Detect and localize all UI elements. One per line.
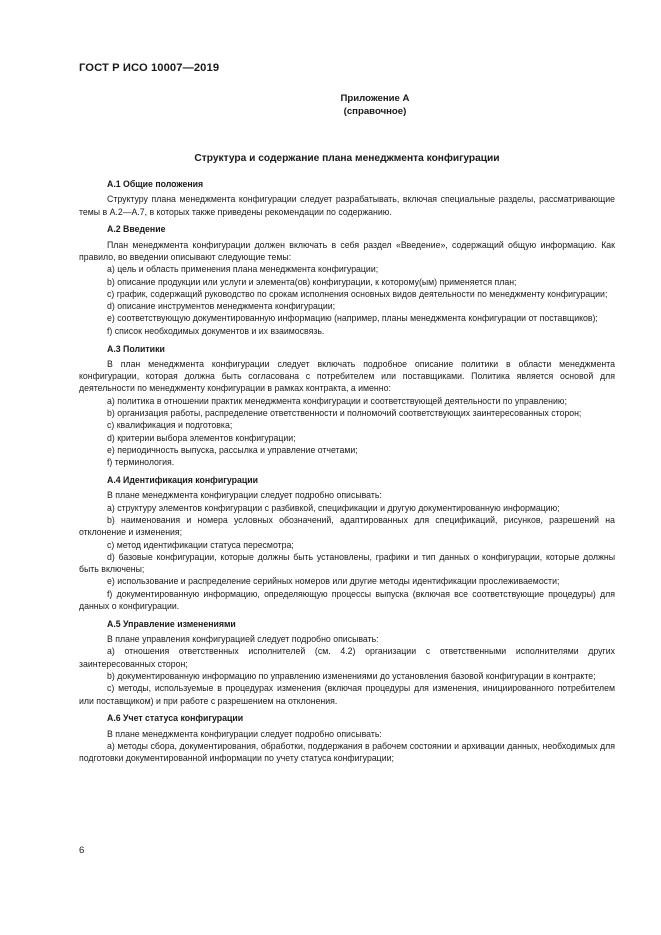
list-item: d) критерии выбора элементов конфигурации; xyxy=(107,432,296,443)
paragraph: В плане менеджмента конфигурации следует подробно описывать: xyxy=(107,728,382,739)
annex-subtitle: (справочное) xyxy=(343,106,407,117)
list-item: a) цель и область применения плана менеджмента конфигурации; xyxy=(107,264,379,275)
list-item: b) организация работы, распределение ответственности и полномочий соответствующих заинтересованных сторон; xyxy=(107,408,582,419)
list-item: f) список необходимых документов и их взаимосвязь. xyxy=(107,325,325,336)
paragraph: В план менеджмента конфигурации следует включать подробное описание политики в области менеджмента конфигурации, которая должна быть согласована с потребителем или поставщиками. Политика является основой для деятельности по менеджменту конфигурации в рамках контракта, а именно: xyxy=(79,358,615,394)
list-item: b) описание продукции или услуги и элемента(ов) конфигурации, к которому(ым) применяется план; xyxy=(107,276,517,287)
list-item: e) периодичность выпуска, рассылка и управление отчетами; xyxy=(107,444,358,455)
section-heading: А.6 Учет статуса конфигурации xyxy=(107,713,244,724)
section-a5 xyxy=(79,618,615,707)
list-item: d) базовые конфигурации, которые должны быть установлены, графики и тип данных о конфигурации, которые должны быть включены; xyxy=(79,551,615,575)
document-body xyxy=(79,178,615,765)
section-a6 xyxy=(79,712,615,764)
page-number: 6 xyxy=(79,845,85,856)
section-a4 xyxy=(79,474,615,612)
list-item: f) документированную информацию, определяющую процессы выпуска (включая все соответствующие процедуры) для данных о конфигурации. xyxy=(79,588,615,611)
section-heading: А.5 Управление изменениями xyxy=(107,618,236,629)
section-heading: А.1 Общие положения xyxy=(107,179,204,189)
section-a2 xyxy=(79,223,615,337)
document-number: ГОСТ Р ИСО 10007—2019 xyxy=(79,62,220,74)
section-heading: А.3 Политики xyxy=(107,343,165,354)
list-item: c) методы, используемые в процедурах изменения (включая процедуры для изменения, инициированного потребителем или поставщиком) и при работе с разрешением на отклонения. xyxy=(79,683,615,706)
list-item: a) структуру элементов конфигурации с разбивкой, спецификации и другую документированную информацию; xyxy=(107,502,560,513)
list-item: c) график, содержащий руководство по срокам исполнения основных видов деятельности по менеджменту конфигурации; xyxy=(107,288,608,299)
paragraph: В плане управления конфигурацией следует подробно описывать: xyxy=(107,634,379,645)
section-heading: А.4 Идентификация конфигурации xyxy=(107,475,258,486)
paragraph: Структуру плана менеджмента конфигурации следует разрабатывать, включая специальные разделы, рассматривающие темы в А.2—А.7, в которых также приведены рекомендации по содержанию. xyxy=(79,194,615,217)
list-item: c) квалификация и подготовка; xyxy=(107,420,233,431)
section-a3 xyxy=(79,343,615,469)
list-item: a) политика в отношении практик менеджмента конфигурации и соответствующей деятельности по управлению; xyxy=(107,395,567,406)
list-item: d) описание инструментов менеджмента конфигурации; xyxy=(107,301,336,312)
list-item: b) наименования и номера условных обозначений, адаптированных для спецификаций, рисунков, разрешений на отклонение и изменения; xyxy=(79,514,615,538)
paragraph: План менеджмента конфигурации должен включать в себя раздел «Введение», содержащий общую информацию. Как правило, во введении описывают следующие темы: xyxy=(79,239,615,262)
list-item: a) методы сбора, документирования, обработки, поддержания в рабочем состоянии и архивации данных, необходимых для подготовки документированной информации по учету статуса конфигурации; xyxy=(79,740,615,764)
paragraph: В плане менеджмента конфигурации следует подробно описывать: xyxy=(107,490,382,501)
list-item: b) документированную информацию по управлению изменениями до установления базовой конфигурации в контракте; xyxy=(107,670,596,681)
main-title: Структура и содержание плана менеджмента конфигурации xyxy=(194,153,500,164)
list-item: e) соответствующую документированную информацию (например, планы менеджмента конфигурации от поставщиков); xyxy=(107,313,598,324)
section-heading: А.2 Введение xyxy=(107,224,166,235)
list-item: e) использование и распределение серийных номеров или другие методы идентификации прослеживаемости; xyxy=(107,576,560,587)
annex-title: Приложение А xyxy=(340,93,410,104)
list-item: f) терминология. xyxy=(107,457,175,468)
section-a1 xyxy=(79,178,615,218)
list-item: c) метод идентификации статуса пересмотра; xyxy=(107,539,294,550)
list-item: a) отношения ответственных исполнителей (см. 4.2) организации с ответственными исполнителями других заинтересованных сторон; xyxy=(79,646,615,669)
